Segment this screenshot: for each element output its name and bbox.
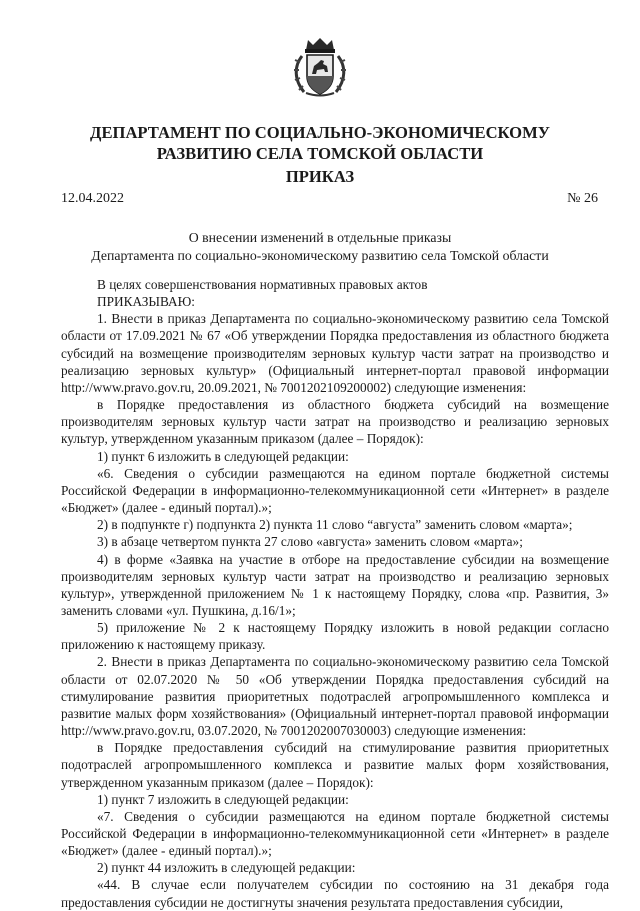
paragraph-6: 3) в абзаце четвертом пункта 27 слово «августа» заменить словом «марта»; [97, 534, 523, 550]
paragraph-12: «7. Сведения о субсидии размещаются на едином портале бюджетной системы Российской Федерации в информационно-телекоммуникационной сети «Интернет» в разделе «Бюджет» (далее - единый портал).»; [61, 808, 609, 859]
department-title-line1: ДЕПАРТАМЕНТ ПО СОЦИАЛЬНО-ЭКОНОМИЧЕСКОМУ [90, 123, 550, 142]
order-word: ПРИКАЗЫВАЮ: [97, 294, 195, 310]
document-body [61, 276, 609, 911]
paragraph-13: 2) пункт 44 изложить в следующей редакции: [97, 860, 356, 876]
paragraph-9: 2. Внести в приказ Департамента по социально-экономическому развитию села Томской области от 02.07.2020 № 50 «Об утверждении Порядка предоставления субсидий на стимулирование развития приоритетных подотраслей агропромышленного комплекса и развитие малых форм хозяйствования» (Официальный интернет-портал правовой информации http://www.pravo.gov.ru, 03.07.2020, № 7001202007030003) следующие изменения: [61, 654, 609, 739]
paragraph-10: в Порядке предоставления субсидий на стимулирование развития приоритетных подотраслей агропромышленного комплекса и развитие малых форм хозяйствования, утвержденном указанным приказом (далее – Порядок): [61, 740, 609, 790]
paragraph-14: «44. В случае если получателем субсидии по состоянию на 31 декабря года предоставления субсидии не достигнуты значения результата предоставления субсидии, [61, 877, 609, 910]
department-title [0, 122, 640, 164]
paragraph-4: «6. Сведения о субсидии размещаются на едином портале бюджетной системы Российской Федерации в информационно-телекоммуникационной сети «Интернет» в разделе «Бюджет» (далее - единый портал).»; [61, 465, 609, 516]
document-type: ПРИКАЗ [285, 167, 355, 186]
subject-line1: О внесении изменений в отдельные приказы [188, 230, 452, 245]
department-title-line2: РАЗВИТИЮ СЕЛА ТОМСКОЙ ОБЛАСТИ [156, 144, 484, 163]
paragraph-11: 1) пункт 7 изложить в следующей редакции: [97, 791, 349, 807]
paragraph-1: 1. Внести в приказ Департамента по социально-экономическому развитию села Томской области от 17.09.2021 № 67 «Об утверждении Порядка предоставления из областного бюджета субсидий на возмещение производителям зерновых культур части затрат на производство и реализацию зерновых культур» (Официальный интернет-портал правовой информации http://www.pravo.gov.ru, 20.09.2021, № 7001202109200002) следующие изменения: [61, 311, 609, 395]
paragraph-5: 2) в подпункте г) подпункта 2) пункта 11 слово “августа” заменить словом «марта»; [97, 517, 573, 533]
paragraph-7: 4) в форме «Заявка на участие в отборе на предоставление субсидии на возмещение производителям зерновых культур части затрат на производство и реализацию зерновых культур», утвержденной приложением № 1 к настоящему Порядку, слова «пр. Развития, 3» заменить словами «ул. Пушкина, д.16/1»; [61, 551, 609, 618]
document-date: 12.04.2022 [61, 191, 124, 206]
paragraph-3: 1) пункт 6 изложить в следующей редакции: [97, 448, 349, 464]
paragraph-2: в Порядке предоставления из областного бюджета субсидий на возмещение производителям зерновых культур части затрат на производство и реализацию зерновых культур, утвержденном указанным приказом (далее – Порядок): [61, 397, 609, 447]
paragraph-8: 5) приложение № 2 к настоящему Порядку изложить в новой редакции согласно приложению к настоящему приказу. [61, 620, 609, 653]
coat-of-arms-icon [290, 36, 350, 98]
intro-paragraph: В целях совершенствования нормативных правовых актов [97, 277, 428, 292]
subject-line2: Департамента по социально-экономическому развитию села Томской области [91, 248, 549, 263]
document-subject [60, 229, 580, 265]
document-number: № 26 [567, 191, 598, 206]
